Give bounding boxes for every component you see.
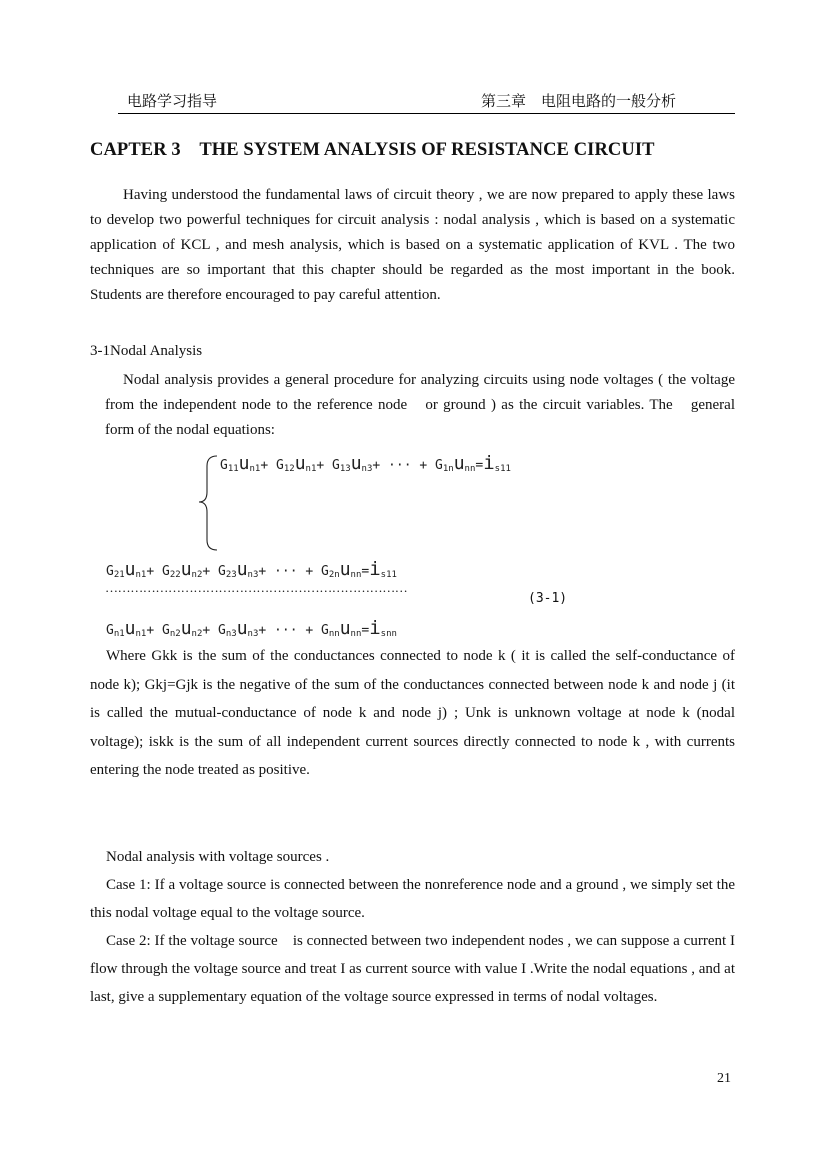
nodal-equation-row-2 <box>106 558 397 580</box>
conductance-subscript: 23 <box>225 570 237 580</box>
voltage-symbol: u <box>453 453 465 474</box>
current-subscript: s11 <box>380 570 397 580</box>
voltage-subscript: n1 <box>305 464 317 474</box>
voltage-symbol: u <box>236 618 248 639</box>
voltage-subscript: n3 <box>361 464 373 474</box>
equation-term-3: $G_{23}u_{n3}+$ <box>218 559 275 580</box>
equation-number: (3-1) <box>528 591 568 606</box>
voltage-symbol: u <box>238 453 250 474</box>
equation-rhs <box>483 452 511 474</box>
equation-term-2: $G_{22}u_{n2}+$ <box>162 559 219 580</box>
equation-term-1: $G_{n1}u_{n1}+$ <box>106 618 163 639</box>
equation-ellipsis: ··· + <box>274 623 322 638</box>
equation-term-last: $G_{nn}u_{nn}=$ <box>321 618 370 639</box>
voltage-subscript: n2 <box>191 629 203 639</box>
conductance-subscript: 2n <box>328 570 340 580</box>
where-paragraph-text: Where Gkk is the sum of the conductances connected to node k ( it is called the self-conductance of node k); Gkj=Gjk is the negative of the sum of the conductances connected between node k and node j (it is called the mutual-conductance of node k and node j) ; Unk is unknown voltage at node k (nodal voltage); iskk is the sum of all independent current sources directly connected to node k , with currents entering the node treated as positive. <box>90 648 735 778</box>
case-1-text: Case 1: If a voltage source is connected between the nonreference node and a ground , we simply set the this nodal voltage equal to the voltage source. <box>90 877 735 921</box>
equation-term-1: $G_{21}u_{n1}+$ <box>106 559 163 580</box>
section-description <box>105 368 735 443</box>
current-symbol: i <box>369 558 381 580</box>
voltage-subscript: n1 <box>135 629 147 639</box>
conductance-subscript: 11 <box>227 464 239 474</box>
equation-continuation-dots: ……………………………………………………………… <box>105 580 408 595</box>
nodal-equation-row-n <box>106 617 397 639</box>
voltage-subscript: n1 <box>135 570 147 580</box>
voltage-symbol: u <box>180 618 192 639</box>
equation-rhs <box>369 558 397 580</box>
current-symbol: i <box>483 452 495 474</box>
current-symbol: i <box>369 617 381 639</box>
where-paragraph <box>90 642 735 785</box>
voltage-subscript: n3 <box>247 629 259 639</box>
header-rule <box>118 113 735 114</box>
voltage-subscript: n2 <box>191 570 203 580</box>
voltage-sources-block <box>90 843 735 1011</box>
equation-ellipsis: ··· + <box>274 564 322 579</box>
section-description-text: Nodal analysis provides a general procedure for analyzing circuits using node voltages ( the voltage from the independent node to the reference node or ground ) as the circuit variables. The general form of the nodal equations: <box>105 372 735 438</box>
voltage-sources-heading: Nodal analysis with voltage sources . <box>106 849 330 865</box>
conductance-subscript: 1n <box>442 464 454 474</box>
equation-term-3: $G_{13}u_{n3}+$ <box>332 453 389 474</box>
equation-rhs <box>369 617 397 639</box>
current-subscript: snn <box>380 629 397 639</box>
section-title: 3-1Nodal Analysis <box>90 343 203 359</box>
equation-term-2: $G_{12}u_{n1}+$ <box>276 453 333 474</box>
voltage-subscript: nn <box>350 570 362 580</box>
voltage-symbol: u <box>294 453 306 474</box>
conductance-subscript: 12 <box>283 464 295 474</box>
voltage-subscript: n1 <box>249 464 261 474</box>
voltage-symbol: u <box>180 559 192 580</box>
equation-term-1: $G_{11}u_{n1}+$ <box>220 453 277 474</box>
conductance-subscript: n3 <box>225 629 237 639</box>
equation-ellipsis: ··· + <box>388 458 436 473</box>
intro-paragraph-text: Having understood the fundamental laws of circuit theory , we are now prepared to apply these laws to develop two powerful techniques for circuit analysis : nodal analysis , which is based on a systematic application of KCL , and mesh analysis, which is based on a systematic application of KVL . The two techniques are so important that this chapter should be regarded as the most important in the book. Students are therefore encouraged to pay careful attention. <box>90 187 735 303</box>
conductance-subscript: 13 <box>339 464 351 474</box>
running-header-right: 第三章 电阻电路的一般分析 <box>481 92 677 110</box>
conductance-subscript: nn <box>328 629 340 639</box>
voltage-symbol: u <box>339 618 351 639</box>
running-header-left: 电路学习指导 <box>127 92 218 110</box>
current-subscript: s11 <box>494 464 511 474</box>
voltage-subscript: n3 <box>247 570 259 580</box>
voltage-symbol: u <box>236 559 248 580</box>
page-number: 21 <box>717 1071 731 1086</box>
equation-term-3: $G_{n3}u_{n3}+$ <box>218 618 275 639</box>
voltage-subscript: nn <box>350 629 362 639</box>
voltage-symbol: u <box>350 453 362 474</box>
conductance-subscript: 21 <box>113 570 125 580</box>
chapter-title: CAPTER 3 THE SYSTEM ANALYSIS OF RESISTANCE CIRCUIT <box>90 140 655 160</box>
case-2-text: Case 2: If the voltage source is connected between two independent nodes , we can suppose a current I flow through the voltage source and treat I as current source with value I .Write the nodal equations , and at last, give a supplementary equation of the voltage source expressed in terms of nodal voltages. <box>90 933 736 1005</box>
voltage-symbol: u <box>124 559 136 580</box>
voltage-subscript: nn <box>464 464 476 474</box>
conductance-subscript: 22 <box>169 570 181 580</box>
equation-term-last: $G_{2n}u_{nn}=$ <box>321 559 370 580</box>
nodal-equation-row-1 <box>220 452 511 474</box>
conductance-subscript: n2 <box>169 629 181 639</box>
conductance-subscript: n1 <box>113 629 125 639</box>
voltage-symbol: u <box>124 618 136 639</box>
equation-term-2: $G_{n2}u_{n2}+$ <box>162 618 219 639</box>
equation-term-last: $G_{1n}u_{nn}=$ <box>435 453 484 474</box>
voltage-symbol: u <box>339 559 351 580</box>
intro-paragraph <box>90 183 735 308</box>
